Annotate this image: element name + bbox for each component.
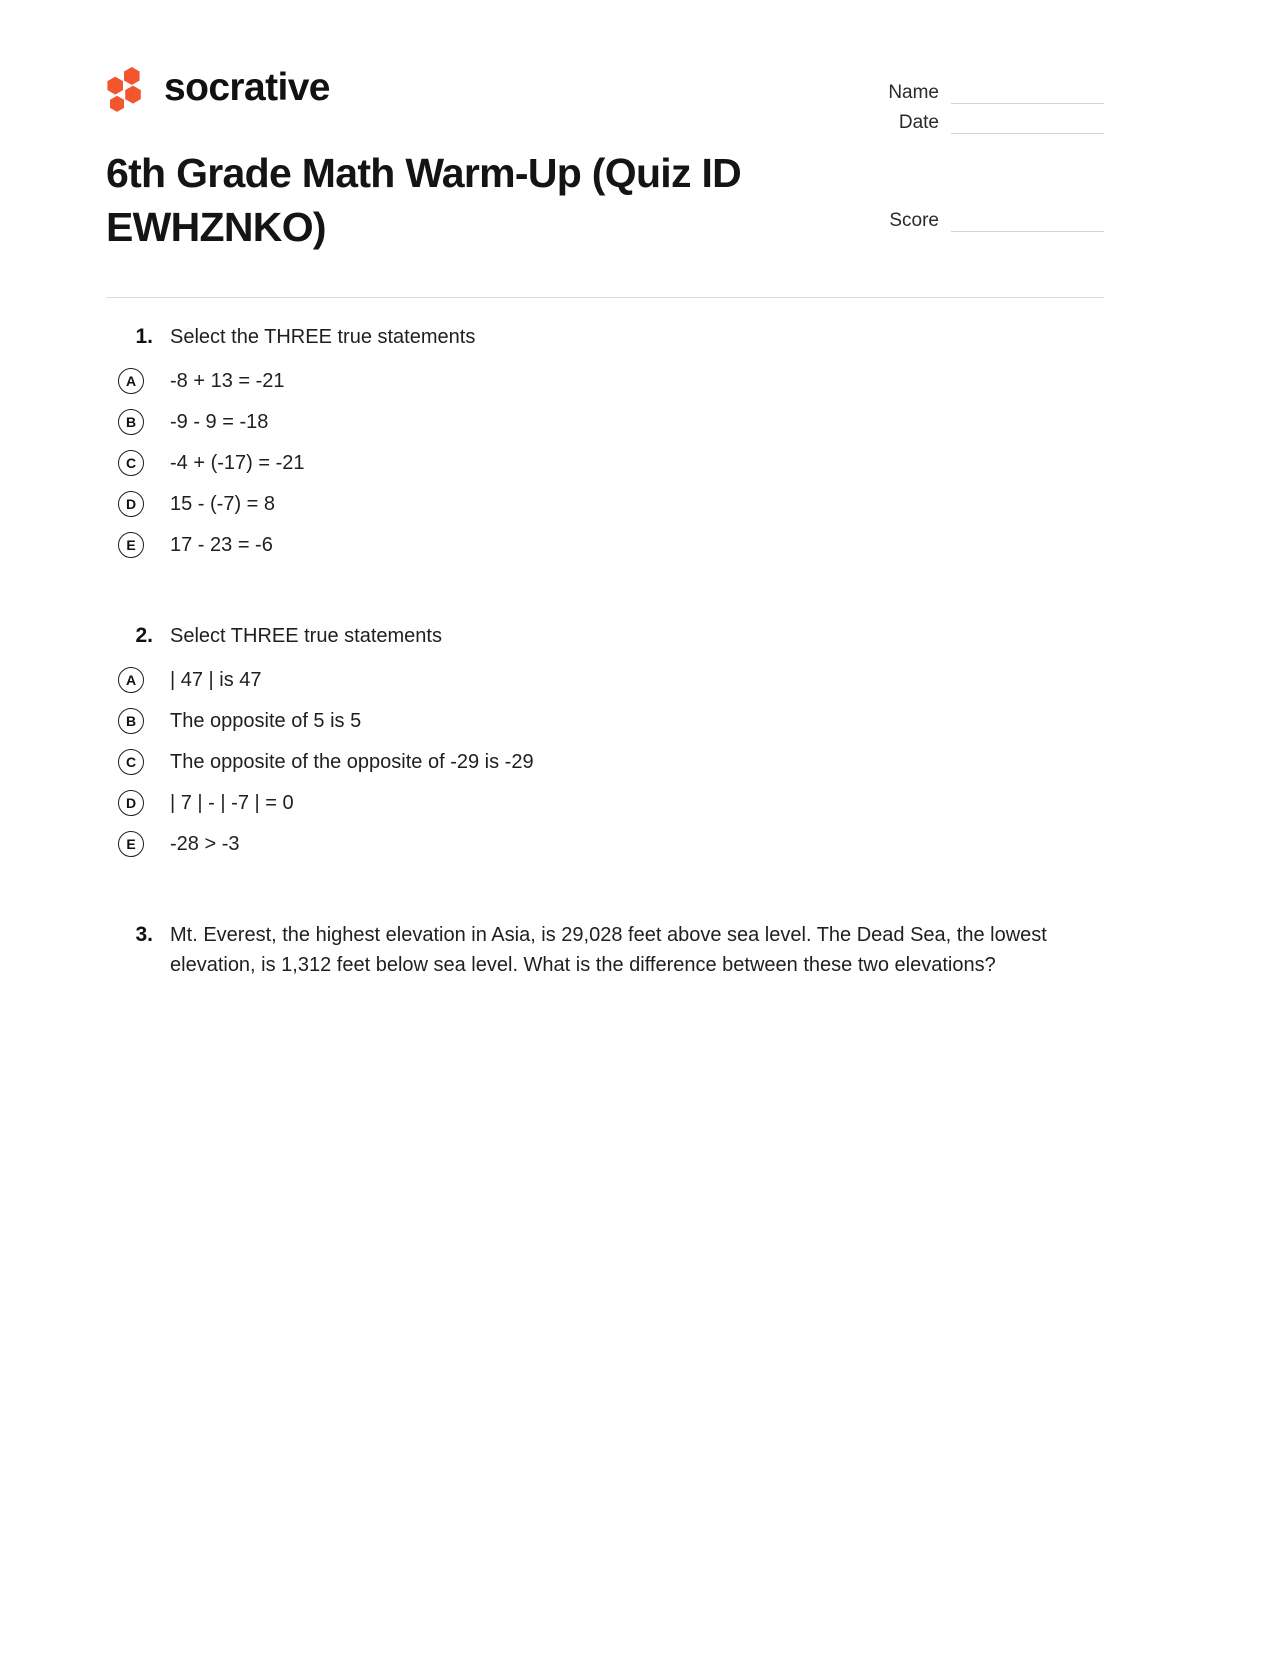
name-row <box>872 74 1104 104</box>
option-bubble[interactable] <box>106 409 170 435</box>
option-text: -28 > -3 <box>170 832 240 855</box>
date-input-line[interactable] <box>951 132 1104 134</box>
option-text: 15 - (-7) = 8 <box>170 492 276 515</box>
option-bubble[interactable] <box>106 532 170 558</box>
score-row <box>872 202 1104 232</box>
option-row[interactable] <box>106 741 1104 782</box>
option-letter: A <box>118 667 144 693</box>
option-bubble[interactable] <box>106 749 170 775</box>
option-text: | 47 | is 47 <box>170 668 262 691</box>
student-info-block <box>872 74 1104 232</box>
question-number: 1. <box>135 325 153 348</box>
option-text: -4 + (-17) = -21 <box>170 451 305 474</box>
option-row[interactable] <box>106 524 1104 565</box>
option-row[interactable] <box>106 782 1104 823</box>
option-bubble[interactable] <box>106 790 170 816</box>
option-row[interactable] <box>106 823 1104 864</box>
header-divider <box>106 297 1104 298</box>
option-bubble[interactable] <box>106 667 170 693</box>
option-letter: D <box>118 790 144 816</box>
name-input-line[interactable] <box>951 102 1104 104</box>
option-letter: C <box>118 749 144 775</box>
brand-name: socrative <box>164 66 330 109</box>
question-number: 2. <box>135 624 153 647</box>
score-label: Score <box>889 210 939 231</box>
option-bubble[interactable] <box>106 491 170 517</box>
option-text: The opposite of 5 is 5 <box>170 709 362 732</box>
date-label: Date <box>898 112 939 133</box>
option-text: -9 - 9 = -18 <box>170 410 269 433</box>
option-bubble[interactable] <box>106 450 170 476</box>
option-row[interactable] <box>106 401 1104 442</box>
option-text: 17 - 23 = -6 <box>170 533 273 556</box>
option-list <box>106 360 1104 565</box>
option-bubble[interactable] <box>106 708 170 734</box>
option-letter: B <box>118 708 144 734</box>
option-bubble[interactable] <box>106 368 170 394</box>
score-input-line[interactable] <box>951 230 1104 232</box>
question-number: 3. <box>135 923 153 946</box>
question-heading <box>106 920 1104 980</box>
option-bubble[interactable] <box>106 831 170 857</box>
option-text: -8 + 13 = -21 <box>170 369 285 392</box>
question-item <box>106 621 1104 864</box>
option-row[interactable] <box>106 700 1104 741</box>
option-list <box>106 659 1104 864</box>
option-row[interactable] <box>106 659 1104 700</box>
hexagon-cluster-icon <box>106 66 150 112</box>
option-row[interactable] <box>106 360 1104 401</box>
page-title: 6th Grade Math Warm-Up (Quiz ID EWHZNKO) <box>106 150 742 251</box>
socrative-logo <box>106 66 330 112</box>
option-letter: B <box>118 409 144 435</box>
question-heading <box>106 621 1104 651</box>
date-row <box>872 104 1104 134</box>
question-prompt: Select the THREE true statements <box>170 326 476 348</box>
option-letter: E <box>118 831 144 857</box>
option-row[interactable] <box>106 442 1104 483</box>
option-row[interactable] <box>106 483 1104 524</box>
worksheet-header <box>106 60 1104 297</box>
option-letter: E <box>118 532 144 558</box>
question-prompt: Mt. Everest, the highest elevation in Asia, is 29,028 feet above sea level. The Dead Sea, the lowest elevation, is 1,312 feet below sea level. What is the difference between these two elevations? <box>170 924 1047 976</box>
option-letter: C <box>118 450 144 476</box>
name-label: Name <box>888 82 939 103</box>
question-item <box>106 920 1104 980</box>
option-letter: A <box>118 368 144 394</box>
option-text: The opposite of the opposite of -29 is -29 <box>170 750 534 773</box>
option-letter: D <box>118 491 144 517</box>
question-item <box>106 322 1104 565</box>
option-text: | 7 | - | -7 | = 0 <box>170 791 294 814</box>
question-heading <box>106 322 1104 352</box>
question-list <box>106 322 1104 980</box>
question-prompt: Select THREE true statements <box>170 625 442 647</box>
